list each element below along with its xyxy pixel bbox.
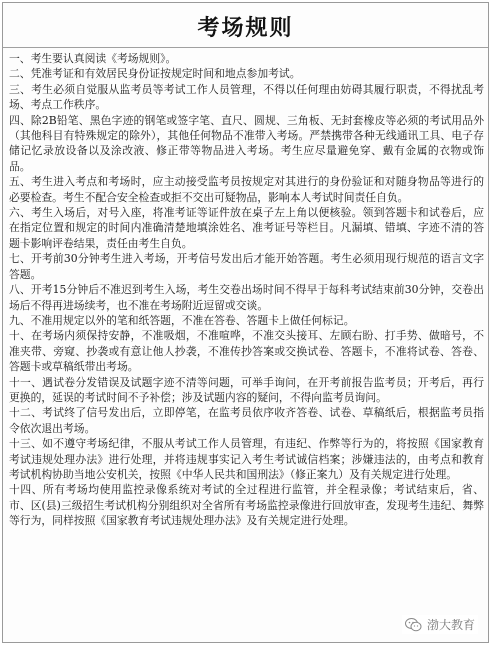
rule-6: 六、考生入场后，对号入座，将准考证等证件放在桌子左上角以便核验。领到答题卡和试卷后，应在指定位置和规定的时间内准确清楚地填涂姓名、准考证号等栏目。凡漏填、错填、字迹不清的答题卡影响评卷结果，责任由考生自负。 (9, 206, 484, 250)
rule-2: 二、凭准考证和有效居民身份证按规定时间和地点参加考试。 (9, 67, 301, 81)
rule-1: 一、考生要认真阅读《考场规则》。 (9, 52, 177, 65)
watermark-text: 渤大教育 (426, 618, 475, 632)
document-title: 考场规则 (197, 15, 294, 41)
title-divider (3, 47, 488, 48)
rule-14: 十四、所有考场均使用监控录像系统对考试的全过程进行监管，并全程录像；考试结束后，省、市、区(县)三级招生考试机构分别组织对全省所有考场监控录像进行回放审查，发现考生违纪、舞弊等行为，同样按照《国家教育考试违规处理办法》及有关规定进行处理。 (9, 483, 484, 528)
rule-4: 四、除2B铅笔、黑色字迹的钢笔或签字笔、直尺、圆规、三角板、无封套橡皮等必须的考试用品外（其他科目有特殊规定的除外），其他任何物品不准带入考场。严禁携带各种无线通讯工具、电子存储记忆录放设备以及涂改液、修正带等物品进入考场。考生应尽量避免穿、戴有金属的衣物或饰品。 (9, 113, 484, 173)
rule-9: 九、不准用规定以外的笔和纸答题，不准在答卷、答题卡上做任何标记。 (9, 313, 355, 327)
rule-13: 十三、如不遵守考场纪律，不服从考试工作人员管理，有违纪、作弊等行为的，将按照《国家教育考试违规处理办法》进行处理，并将违规事实记入考生考试诚信档案；涉嫌违法的，由考点和教育考试机构协助当地公安机关，按照《中华人民共和国刑法》（修正案九）及有关规定进行处理。 (9, 437, 484, 481)
rule-12: 十二、考试终了信号发出后，立即停笔，在监考员依序收齐答卷、试卷、草稿纸后，根据监考员指令依次退出考场。 (9, 406, 484, 435)
rule-8: 八、开考15分钟后不准迟到考生入场，考生交卷出场时间不得早于每科考试结束前30分钟，交卷出场后不得再进场续考，也不准在考场附近逗留或交谈。 (9, 283, 484, 312)
rule-3: 三、考生必须自觉服从监考员等考试工作人员管理，不得以任何理由妨碍其履行职责，不得扰乱考场、考点工作秩序。 (9, 82, 484, 112)
rule-11: 十一、遇试卷分发错误及试题字迹不清等问题，可举手询问，在开考前报告监考员；开考后，再行更换的，延误的考试时间不予补偿；涉及试题内容的疑问，不得向监考员询问。 (9, 375, 484, 404)
rule-5: 五、考生进入考点和考场时，应主动接受监考员按规定对其进行的身份验证和对随身物品等进行的必要检查。考生不配合安全检查或拒不交出可疑物品，影响本人考试时间责任自负。 (9, 175, 484, 204)
wechat-icon (405, 618, 422, 632)
document-page (2, 2, 489, 643)
rule-7: 七、开考前30分钟考生进入考场，开考信号发出后才能开始答题。考生必须用现行规范的语言文字答题。 (9, 252, 484, 281)
rules-list (9, 51, 484, 529)
watermark (402, 615, 478, 634)
rule-10: 十、在考场内须保持安静，不准吸烟，不准喧哗，不准交头接耳、左顾右盼、打手势、做暗号，不准夹带、旁窥、抄袭或有意让他人抄袭，不准传抄答案或交换试卷、答题卡，不准将试卷、答卷、答题卡或草稿纸带出考场。 (9, 329, 484, 374)
